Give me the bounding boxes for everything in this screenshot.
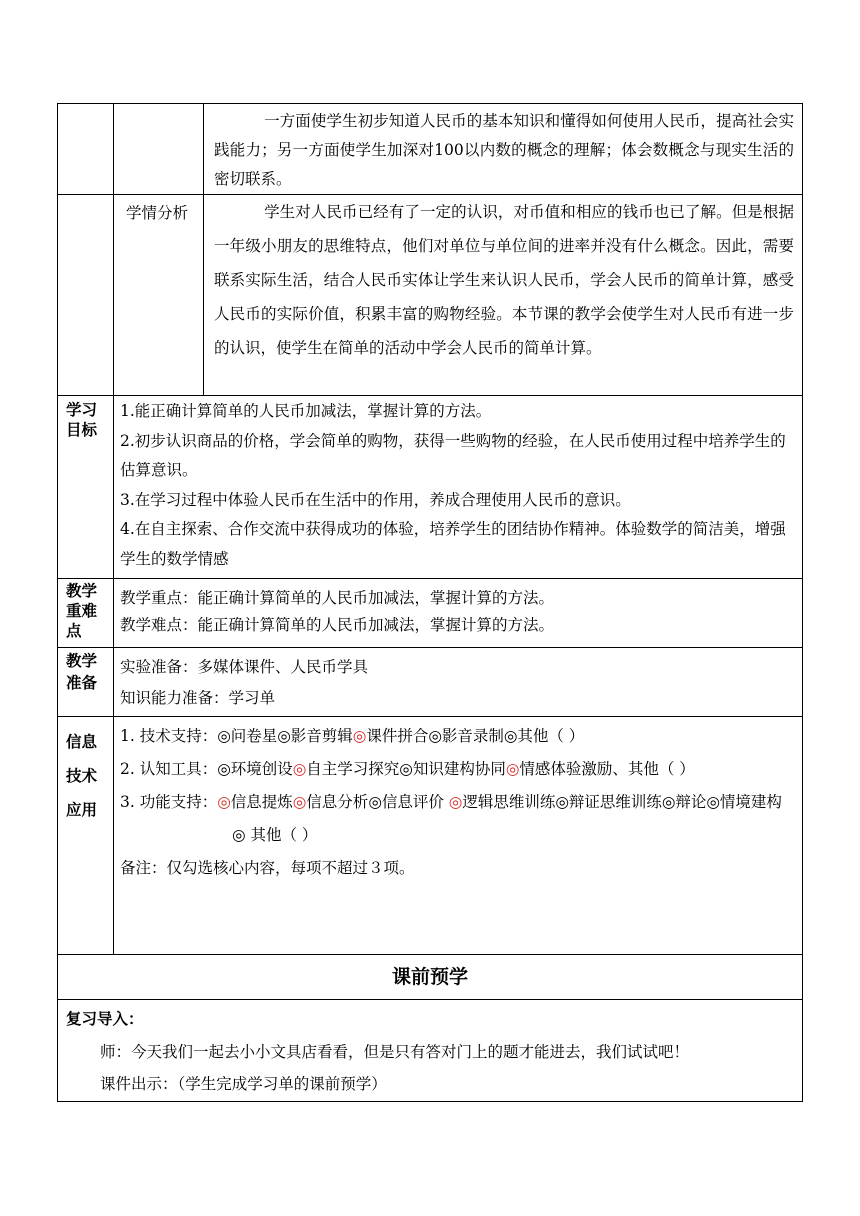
note-line: 备注：仅勾选核心内容，每项不超过３项。: [120, 859, 415, 877]
pre-study-title-cell: [58, 955, 803, 1000]
student-analysis-empty-cell: [58, 195, 114, 396]
situation-build-option[interactable]: ◎情境建构: [706, 793, 782, 811]
review-label: 复习导入：: [66, 1010, 144, 1028]
objectives-cell: [114, 396, 803, 579]
key-points-row: [58, 579, 803, 648]
info-tech-label-cell: [58, 717, 114, 955]
video-edit-option[interactable]: ◎影音剪辑: [277, 727, 353, 745]
lesson-plan-document: [57, 103, 803, 1102]
objective-item: 2.初步认识商品的价格，学会简单的购物，获得一些购物的经验，在人民币使用过程中培养学生的估算意识。: [120, 431, 786, 479]
intro-empty-cell: [58, 104, 114, 195]
info-evaluate-option[interactable]: ◎信息评价: [368, 793, 444, 811]
courseware-line: 课件出示：（学生完成学习单的课前预学）: [100, 1075, 387, 1093]
objectives-label: 学习 目标: [66, 401, 98, 439]
other-line[interactable]: ◎ 其他（ ）: [232, 826, 318, 844]
check-mark: ◎: [352, 727, 367, 745]
teacher-line: 师：今天我们一起去小小文具店看看，但是只有答对门上的题才能进去，我们试试吧！: [100, 1043, 690, 1061]
check-mark: ◎: [505, 760, 520, 778]
cognitive-tools-line: 2. 认知工具：◎环境创设◎自主学习探究◎知识建构协同◎情感体验激励、其他（ ）: [120, 760, 695, 778]
emotion-option[interactable]: ◎情感体验激励、其他（ ）: [505, 760, 695, 778]
student-analysis-label-cell: [114, 195, 204, 396]
knowledge-build-option[interactable]: ◎知识建构协同: [399, 760, 506, 778]
pre-study-row: [58, 1000, 803, 1102]
info-analysis-option[interactable]: ◎信息分析: [292, 793, 369, 811]
preparation-content: [114, 648, 802, 714]
info-tech-label: 信息 技术 应用: [66, 733, 98, 819]
intro-paragraph: 一方面使学生初步知道人民币的基本知识和懂得如何使用人民币，提高社会实践能力；另一方面使学生加深对100以内数的概念的理解；体会数概念与现实生活的密切联系。: [214, 112, 794, 188]
key-points-label-cell: [58, 579, 114, 648]
info-tech-row: [58, 717, 803, 955]
info-extract-option[interactable]: ◎信息提炼: [217, 793, 293, 811]
intro-label-cell: [114, 104, 204, 195]
preparation-label-cell: [58, 648, 114, 717]
experiment-preparation: 实验准备：多媒体课件、人民币学具: [120, 658, 369, 676]
lesson-plan-table: [57, 103, 803, 1102]
other-option[interactable]: ◎其他（ ）: [503, 727, 585, 745]
video-record-option[interactable]: ◎影音录制: [428, 727, 504, 745]
objectives-list: [114, 396, 802, 574]
pre-study-cell: [58, 1000, 803, 1102]
key-points-content: [114, 579, 802, 639]
pre-study-title-row: [58, 955, 803, 1000]
intro-row: [58, 104, 803, 195]
intro-cell: [204, 104, 803, 195]
objective-item: 1.能正确计算简单的人民币加减法，掌握计算的方法。: [120, 402, 492, 420]
student-analysis-cell: [204, 195, 803, 396]
objectives-label-cell: [58, 396, 114, 579]
courseware-option[interactable]: ◎课件拼合: [352, 727, 429, 745]
difficult-point: 教学难点：能正确计算简单的人民币加减法，掌握计算的方法。: [120, 616, 555, 634]
tech-support-line: 1. 技术支持：◎问卷星◎影音剪辑◎课件拼合◎影音录制◎其他（ ）: [120, 727, 585, 745]
check-mark: ◎: [448, 793, 463, 811]
preparation-cell: [114, 648, 803, 717]
info-tech-content: [114, 717, 802, 885]
logic-training-option[interactable]: ◎逻辑思维训练: [448, 793, 556, 811]
environment-option[interactable]: ◎环境创设: [217, 760, 293, 778]
key-points-cell: [114, 579, 803, 648]
student-analysis-text: 学生对人民币已经有了一定的认识，对币值和相应的钱币也已了解。但是根据一年级小朋友的思维特点，他们对单位与单位间的进率并没有什么概念。因此，需要联系实际生活，结合人民币实体让学生来认识人民币，学会人民币的简单计算，感受人民币的实际价值，积累丰富的购物经验。本节课的教学会使学生对人民币有进一步的认识，使学生在简单的活动中学会人民币的简单计算。: [214, 203, 794, 357]
objectives-row: [58, 396, 803, 579]
key-points-label: 教学 重难 点: [66, 582, 98, 640]
dialectic-training-option[interactable]: ◎辩证思维训练: [555, 793, 662, 811]
questionnaire-option[interactable]: ◎问卷星: [217, 727, 278, 745]
knowledge-preparation: 知识能力准备：学习单: [120, 689, 276, 707]
student-analysis-label: 学情分析: [126, 204, 189, 222]
debate-option[interactable]: ◎辩论: [661, 793, 707, 811]
check-mark: ◎: [292, 793, 307, 811]
check-mark: ◎: [217, 793, 231, 811]
info-tech-cell: [114, 717, 803, 955]
preparation-row: [58, 648, 803, 717]
student-analysis-row: [58, 195, 803, 396]
self-study-option[interactable]: ◎自主学习探究: [292, 760, 400, 778]
check-mark: ◎: [292, 760, 307, 778]
objective-item: 4.在自主探索、合作交流中获得成功的体验，培养学生的团结协作精神。体验数学的简洁美，增强学生的数学情感: [120, 520, 786, 568]
preparation-label: 教学 准备: [66, 652, 98, 692]
objective-item: 3.在学习过程中体验人民币在生活中的作用，养成合理使用人民币的意识。: [120, 490, 631, 509]
pre-study-title: 课前预学: [391, 966, 468, 988]
function-support-line: 3. 功能支持：◎信息提炼◎信息分析◎信息评价 ◎逻辑思维训练◎辩证思维训练◎辩论◎情境建构: [120, 793, 782, 811]
key-point: 教学重点：能正确计算简单的人民币加减法，掌握计算的方法。: [120, 589, 555, 607]
